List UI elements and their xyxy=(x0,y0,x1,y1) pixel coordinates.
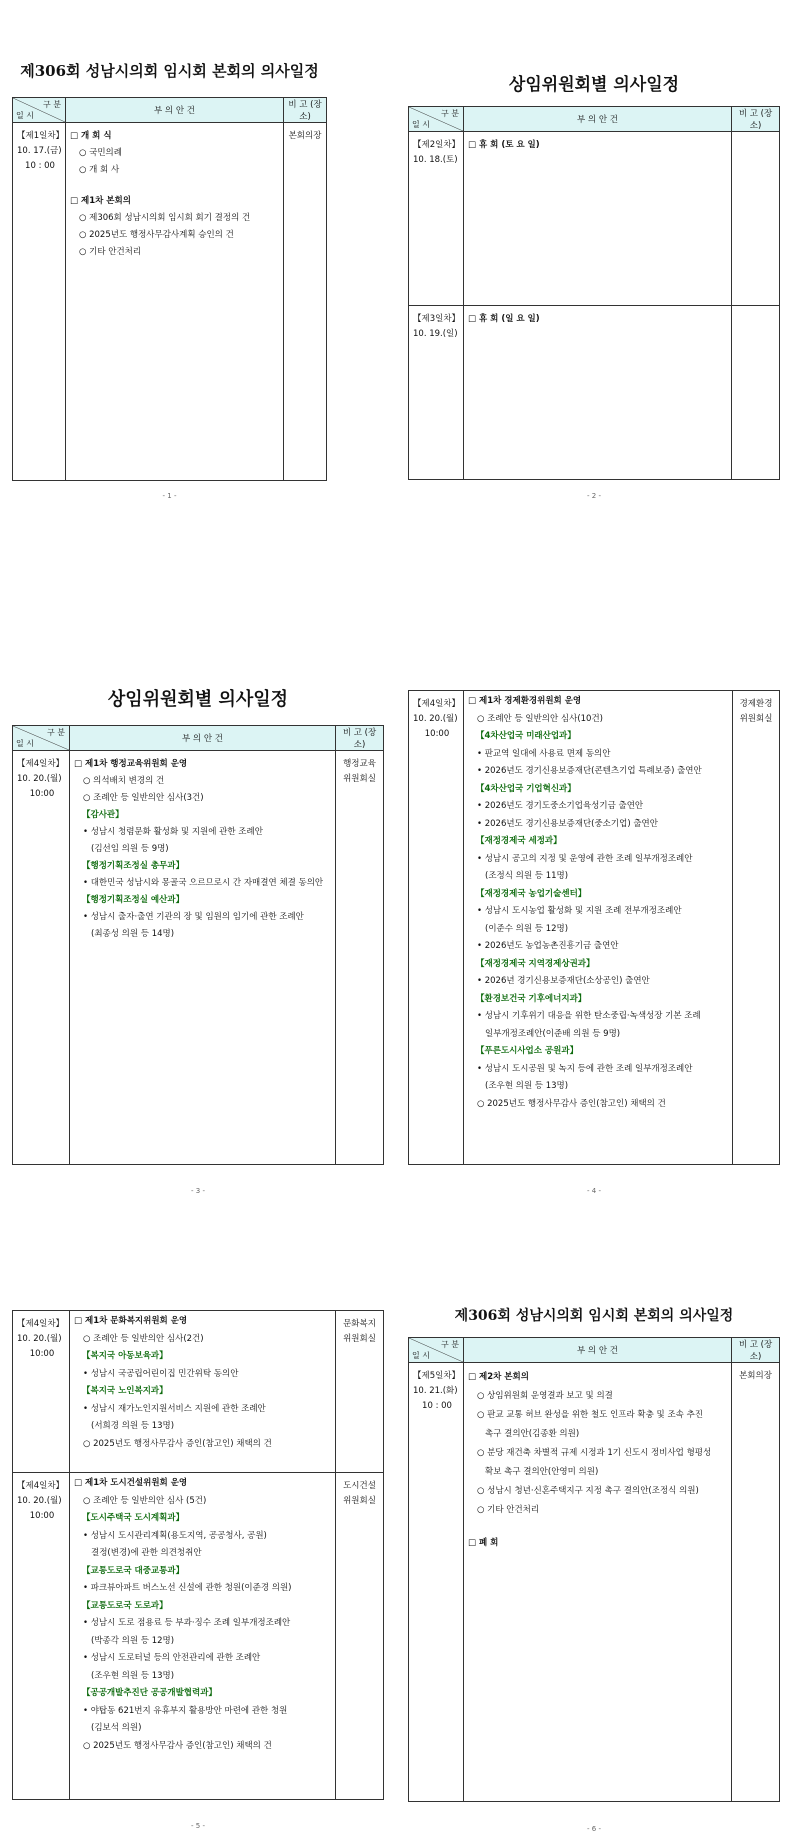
agenda-item-sub: ○ 의석배치 변경의 건 xyxy=(83,776,165,786)
page-number: - 4 - xyxy=(587,1187,601,1195)
agenda-item-sec: □ 휴 회 (토 요 일) xyxy=(468,140,540,150)
agenda-item-dept: 【푸른도시사업소 공원과】 xyxy=(476,1046,579,1056)
agenda-list xyxy=(66,123,283,261)
day-label: 【제4일차】 xyxy=(17,1481,65,1491)
page-number: - 6 - xyxy=(587,1825,601,1833)
agenda-item-bul: • 성남시 도시관리계획(용도지역, 공공청사, 공원) xyxy=(83,1530,267,1541)
date-label: 10. 19.(일) xyxy=(413,329,458,339)
agenda-item-dept: 【교통도로국 도로과】 xyxy=(82,1600,168,1611)
agenda-item-sub: ○ 2025년도 행정사무감사계획 승인의 건 xyxy=(79,230,234,240)
agenda-item-dept: 【복지국 아동보육과】 xyxy=(82,1351,168,1361)
row-lead xyxy=(13,1473,69,1524)
page-number: - 5 - xyxy=(191,1822,205,1830)
agenda-item-sub: ○ 국민의례 xyxy=(79,148,122,158)
agenda-item-bul: • 판교역 일대에 사용료 면제 동의안 xyxy=(477,748,611,759)
agenda-item-dept: 【행정기획조정실 총무과】 xyxy=(82,861,185,871)
agenda-item-bul: • 대한민국 성남시와 몽골국 으르므로시 간 자매결연 체결 동의안 xyxy=(83,878,324,888)
day-label: 【제5일차】 xyxy=(413,1371,461,1381)
agenda-item-sub: ○ 성남시 청년·신혼주택지구 지정 촉구 결의안(조정식 의원) xyxy=(477,1486,699,1496)
row-lead xyxy=(409,132,463,168)
location-note: 행정교육 위원회실 xyxy=(343,759,376,784)
schedule-table xyxy=(408,1337,780,1802)
row-lead xyxy=(13,1311,69,1362)
location-note: 본회의장 xyxy=(739,1371,772,1381)
day-label: 【제4일차】 xyxy=(17,1319,65,1329)
agenda-item-bul: • 야탑동 621번지 유휴부지 활용방안 마련에 관한 청원 xyxy=(83,1705,288,1716)
agenda-item-dept: 【4차산업국 기업혁신과】 xyxy=(476,783,576,794)
spacer xyxy=(70,179,279,193)
day-label: 【제2일차】 xyxy=(413,140,461,150)
page-title: 상임위원회별 의사일정 xyxy=(107,689,289,710)
agenda-item-bul: • 성남시 공고의 지정 및 운영에 관한 조례 일부개정조례안 xyxy=(477,853,693,864)
date-label: 10. 17.(금) xyxy=(17,146,62,156)
agenda-item-cont: (최종성 의원 등 14명) xyxy=(91,929,175,939)
agenda-item-sec: □ 제1차 경제환경위원회 운영 xyxy=(468,696,582,706)
agenda-list xyxy=(70,1473,335,1755)
time-label: 10:00 xyxy=(424,729,450,739)
schedule-table xyxy=(408,106,780,480)
page-6 xyxy=(408,1305,780,1840)
location-note: 본회의장 xyxy=(288,131,322,141)
page-1 xyxy=(12,60,327,500)
location-note: 문화복지 위원회실 xyxy=(343,1319,376,1344)
day-label: 【제3일차】 xyxy=(413,314,461,324)
agenda-item-dept: 【재정경제국 농업기술센터】 xyxy=(476,888,587,899)
header-agenda: 부 의 안 건 xyxy=(464,107,732,132)
agenda-item-bul: • 2026년도 경기도중소기업육성기금 출연안 xyxy=(477,801,644,811)
agenda-list xyxy=(70,751,335,943)
agenda-item-cont: (김보석 의원) xyxy=(91,1723,142,1733)
page-number: - 1 - xyxy=(162,492,177,500)
agenda-item-sec: □ 제2차 본회의 xyxy=(468,1372,529,1382)
agenda-item-bul: • 2026년 경기신용보증재단(소상공인) 출연안 xyxy=(477,976,650,986)
date-label: 10. 20.(월) xyxy=(17,1496,62,1506)
header-note: 비 고 (장 소) xyxy=(732,1338,780,1363)
agenda-item-sec: □ 폐 회 xyxy=(468,1538,499,1548)
agenda-item-dept: 【행정기획조정실 예산과】 xyxy=(82,895,185,905)
agenda-item-sub: ○ 제306회 성남시의회 임시회 회기 결정의 건 xyxy=(79,213,251,223)
row-lead xyxy=(13,123,65,174)
location-note: 도시건설 위원회실 xyxy=(343,1481,376,1506)
agenda-item-sub: ○ 상임위원회 운영결과 보고 및 의결 xyxy=(477,1391,613,1401)
day-label: 【제1일차】 xyxy=(17,131,65,141)
date-label: 10. 20.(월) xyxy=(17,1334,62,1344)
agenda-item-cont: 일부개정조례안(이준배 의원 등 9명) xyxy=(485,1028,621,1039)
time-label: 10 : 00 xyxy=(422,1401,452,1411)
agenda-item-sub: ○ 2025년도 행정사무감사 증인(참고인) 채택의 건 xyxy=(83,1438,272,1449)
agenda-item-bul: • 성남시 청렴문화 활성화 및 지원에 관한 조례안 xyxy=(83,827,263,837)
time-label: 10 : 00 xyxy=(25,161,55,171)
agenda-list xyxy=(464,306,731,328)
agenda-item-sub: ○ 2025년도 행정사무감사 증인(참고인) 채택의 건 xyxy=(83,1740,272,1751)
agenda-item-cont: (조우현 의원 등 13명) xyxy=(91,1670,175,1681)
agenda-list xyxy=(70,1311,335,1453)
page-title: 제306회 성남시의회 임시회 본회의 의사일정 xyxy=(20,62,319,80)
row-lead xyxy=(13,751,69,802)
header-gubun: 구 분 일 시 xyxy=(13,726,70,751)
location-note: 경제환경 위원회실 xyxy=(739,699,773,724)
page-3 xyxy=(12,685,384,1205)
header-gubun: 구 분 일 시 xyxy=(409,1338,464,1363)
time-label: 10:00 xyxy=(29,789,55,799)
agenda-item-bul: • 성남시 도로터널 등의 안전관리에 관한 조례안 xyxy=(83,1653,261,1663)
agenda-item-sec: □ 제1차 행정교육위원회 운영 xyxy=(74,759,188,769)
time-label: 10:00 xyxy=(29,1511,55,1521)
row-lead xyxy=(409,691,463,742)
page-4 xyxy=(408,690,780,1205)
agenda-item-cont: 결정(변경)에 관한 의견청취안 xyxy=(91,1548,202,1558)
agenda-item-sub: ○ 기타 안건처리 xyxy=(477,1505,540,1515)
agenda-item-cont: (조우현 의원 등 13명) xyxy=(485,1081,569,1091)
agenda-item-bul: • 2026년도 경기신용보증재단(콘텐츠기업 특례보증) 출연안 xyxy=(477,766,702,776)
agenda-item-cont: (조정식 의원 등 11명) xyxy=(485,871,569,881)
time-label: 10:00 xyxy=(29,1349,55,1359)
agenda-item-sub: ○ 조례안 등 일반의안 심사(10건) xyxy=(477,713,603,724)
page-2 xyxy=(408,60,780,500)
agenda-item-sub: ○ 조례안 등 일반의안 심사(2건) xyxy=(83,1333,204,1344)
agenda-item-sub: ○ 판교 교통 허브 완성을 위한 철도 인프라 확충 및 조속 추진 xyxy=(477,1410,703,1420)
header-note: 비 고 (장 소) xyxy=(284,98,327,123)
header-agenda: 부 의 안 건 xyxy=(70,726,336,751)
agenda-item-bul: • 2026년도 경기신용보증재단(중소기업) 출연안 xyxy=(477,818,658,829)
header-gubun: 구 분 일 시 xyxy=(409,107,464,132)
page-title: 상임위원회별 의사일정 xyxy=(508,75,680,95)
agenda-item-sub: ○ 조례안 등 일반의안 심사(3건) xyxy=(83,793,204,803)
agenda-item-dept: 【환경보건국 기후에너지과】 xyxy=(476,993,587,1004)
agenda-item-sec: □ 개 회 식 xyxy=(70,131,112,141)
header-agenda: 부 의 안 건 xyxy=(66,98,284,123)
row-lead xyxy=(409,306,463,342)
agenda-item-cont: 확보 촉구 결의안(안영미 의원) xyxy=(485,1467,599,1477)
date-label: 10. 20.(월) xyxy=(413,714,458,724)
agenda-item-bul: • 성남시 도로 점용료 등 부과·징수 조례 일부개정조례안 xyxy=(83,1618,291,1628)
agenda-item-bul: • 2026년도 농업농촌진흥기금 출연안 xyxy=(477,941,619,951)
agenda-item-bul: • 성남시 국공립어린이집 민간위탁 동의안 xyxy=(83,1368,239,1379)
agenda-item-sub: ○ 2025년도 행정사무감사 증인(참고인) 채택의 건 xyxy=(477,1098,666,1109)
agenda-item-dept: 【복지국 노인복지과】 xyxy=(82,1386,168,1396)
agenda-item-sec: □ 제1차 본회의 xyxy=(70,196,131,206)
agenda-item-cont: (김선임 의원 등 9명) xyxy=(91,844,169,854)
agenda-item-dept: 【교통도로국 대중교통과】 xyxy=(82,1565,185,1576)
header-note: 비 고 (장 소) xyxy=(336,726,384,751)
page-number: - 3 - xyxy=(191,1187,205,1195)
page-title: 제306회 성남시의회 임시회 본회의 의사일정 xyxy=(454,1308,734,1324)
schedule-table xyxy=(12,97,327,481)
agenda-item-dept: 【4차산업국 미래산업과】 xyxy=(476,731,576,741)
page-5 xyxy=(12,1310,384,1840)
header-note: 비 고 (장 소) xyxy=(732,107,780,132)
agenda-item-bul: • 성남시 재가노인지원서비스 지원에 관한 조례안 xyxy=(83,1403,266,1414)
agenda-item-bul: • 성남시 기후위기 대응을 위한 탄소중립·녹색성장 기본 조례 xyxy=(477,1011,701,1021)
agenda-item-sec: □ 제1차 도시건설위원회 운영 xyxy=(74,1478,188,1488)
agenda-item-cont: 촉구 결의안(김종환 의원) xyxy=(485,1429,580,1439)
schedule-table xyxy=(408,690,780,1165)
agenda-item-bul: • 성남시 출자·출연 기관의 장 및 임원의 임기에 관한 조례안 xyxy=(83,912,304,922)
agenda-item-dept: 【공공개발추진단 공공개발협력과】 xyxy=(82,1688,217,1698)
date-label: 10. 18.(토) xyxy=(413,155,458,165)
agenda-item-sub: ○ 개 회 사 xyxy=(79,165,120,175)
day-label: 【제4일차】 xyxy=(413,699,461,709)
agenda-item-cont: (서희경 의원 등 13명) xyxy=(91,1421,175,1431)
date-label: 10. 21.(화) xyxy=(413,1386,458,1396)
agenda-item-sec: □ 제1차 문화복지위원회 운영 xyxy=(74,1316,188,1326)
agenda-item-bul: • 성남시 도시농업 활성화 및 지원 조례 전부개정조례안 xyxy=(477,906,682,916)
spacer xyxy=(468,1520,727,1534)
agenda-item-dept: 【재정경제국 세정과】 xyxy=(476,836,562,846)
day-label: 【제4일차】 xyxy=(17,759,65,769)
agenda-item-cont: (박종각 의원 등 12명) xyxy=(91,1635,175,1646)
header-agenda: 부 의 안 건 xyxy=(464,1338,732,1363)
schedule-table xyxy=(12,1310,384,1800)
agenda-item-dept: 【재정경제국 지역경제상권과】 xyxy=(476,958,595,969)
page-number: - 2 - xyxy=(587,492,601,500)
header-gubun: 구 분 일 시 xyxy=(13,98,66,123)
agenda-item-sub: ○ 분당 재건축 차별적 규제 시정과 1기 신도시 정비사업 형평성 xyxy=(477,1448,712,1458)
agenda-item-sub: ○ 기타 안건처리 xyxy=(79,247,142,257)
agenda-item-bul: • 파크뷰아파트 버스노선 신설에 관한 청원(이준경 의원) xyxy=(83,1583,292,1593)
agenda-item-dept: 【도시주택국 도시계획과】 xyxy=(82,1513,185,1523)
row-lead xyxy=(409,1363,463,1414)
date-label: 10. 20.(월) xyxy=(17,774,62,784)
agenda-list xyxy=(464,1363,731,1553)
agenda-item-bul: • 성남시 도시공원 및 녹지 등에 관한 조례 일부개정조례안 xyxy=(477,1063,693,1074)
agenda-item-dept: 【감사관】 xyxy=(82,810,124,820)
agenda-item-sub: ○ 조례안 등 일반의안 심사 (5건) xyxy=(83,1495,207,1506)
schedule-table xyxy=(12,725,384,1165)
agenda-item-cont: (이준수 의원 등 12명) xyxy=(485,923,569,934)
agenda-list xyxy=(464,691,732,1113)
agenda-item-sec: □ 휴 회 (일 요 일) xyxy=(468,314,540,324)
agenda-list xyxy=(464,132,731,154)
